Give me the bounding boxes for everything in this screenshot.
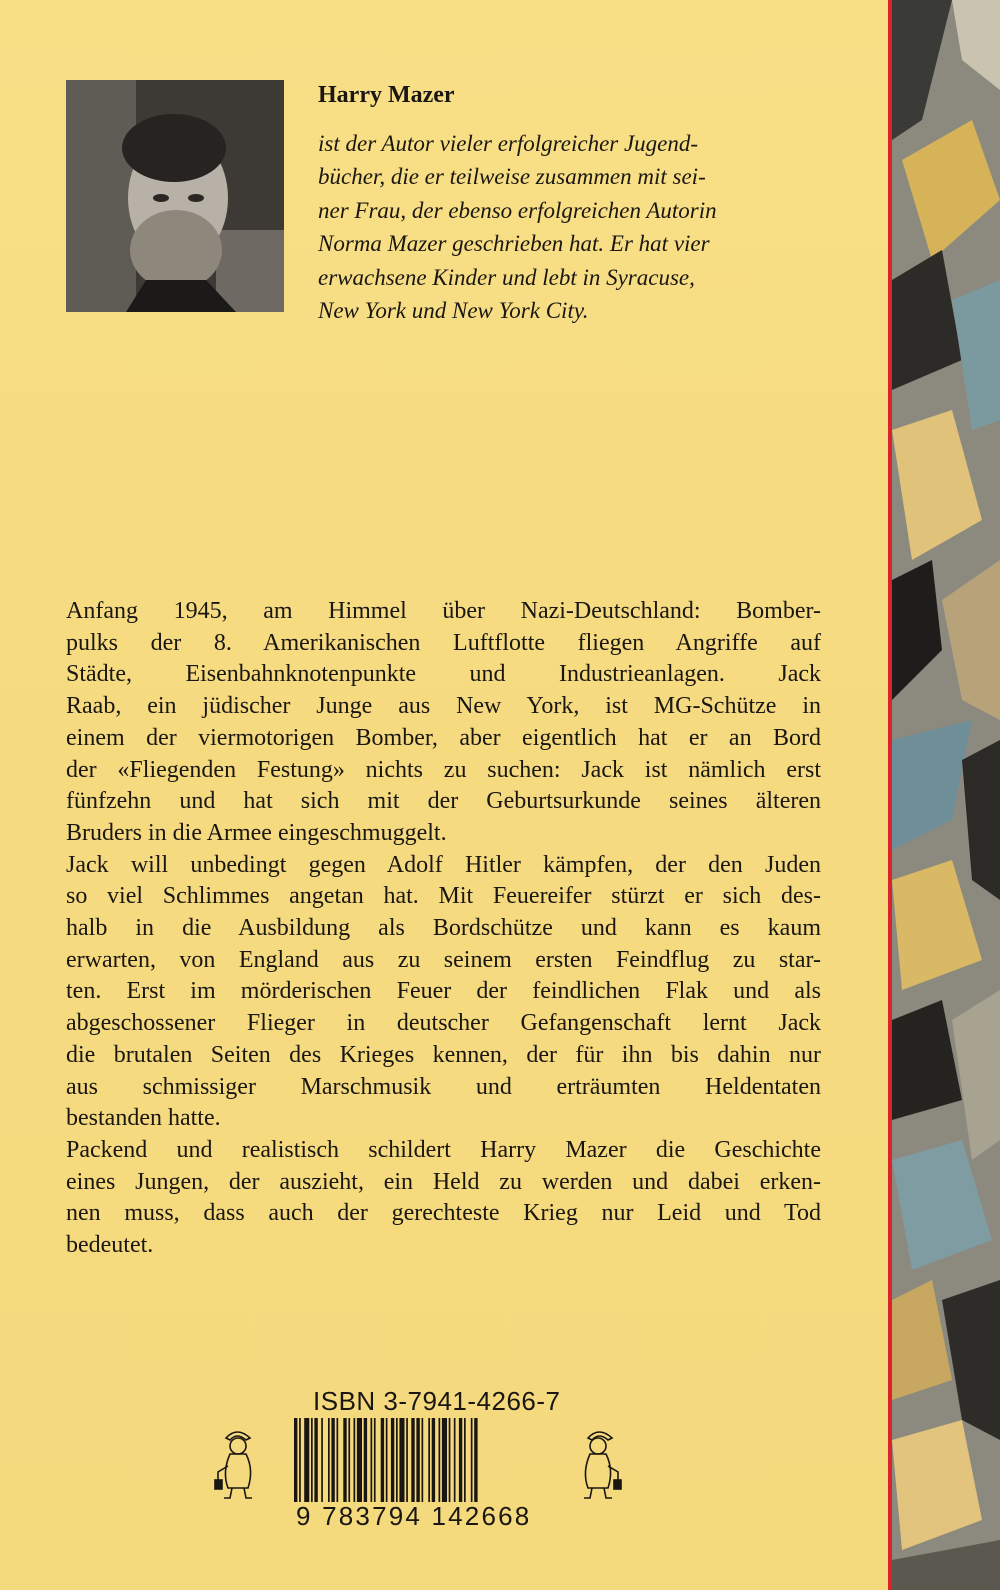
blurb-line: der «Fliegenden Festung» nichts zu suchen: Jack ist nämlich erst	[66, 756, 821, 783]
barcode-bar	[321, 1418, 323, 1502]
blurb-line: die brutalen Seiten des Krieges kennen, der für ihn bis dahin nur	[66, 1041, 821, 1068]
barcode-bar	[314, 1418, 317, 1502]
blurb-line: bestanden hatte.	[66, 1105, 221, 1132]
barcode-bar	[364, 1418, 367, 1502]
barcode-bar	[391, 1418, 394, 1502]
author-bio-line: ist der Autor vieler erfolgreicher Jugend-	[318, 131, 699, 156]
barcode-bar	[442, 1418, 447, 1502]
book-blurb	[66, 596, 821, 1262]
barcode-bar	[464, 1418, 466, 1502]
barcode-bar	[328, 1418, 330, 1502]
blurb-line: Jack will unbedingt gegen Adolf Hitler kämpfen, der den Juden	[66, 851, 821, 878]
blurb-line: pulks der 8. Amerikanischen Luftflotte fliegen Angriffe auf	[66, 629, 821, 656]
barcode-bar	[299, 1418, 301, 1502]
blurb-line: abgeschossener Flieger in deutscher Gefangenschaft lernt Jack	[66, 1010, 821, 1037]
blurb-line: Städte, Eisenbahnknotenpunkte und Industrieanlagen. Jack	[66, 661, 821, 688]
barcode-bar	[371, 1418, 373, 1502]
barcode-bar	[357, 1418, 362, 1502]
barcode-bar	[449, 1418, 451, 1502]
barcode-bar	[471, 1418, 473, 1502]
barcode-bar	[337, 1418, 339, 1502]
publisher-mascot-icon	[212, 1426, 262, 1502]
barcode-bar	[354, 1418, 356, 1502]
barcode-bar	[432, 1418, 435, 1502]
author-bio-line: bücher, die er teilweise zusammen mit sei-	[318, 164, 706, 190]
author-bio-line: New York und New York City.	[318, 298, 589, 324]
blurb-line: bedeutet.	[66, 1232, 154, 1259]
author-photo	[66, 80, 284, 312]
barcode-digits: 9 783794 142668	[296, 1501, 532, 1531]
barcode-bar	[343, 1418, 346, 1502]
barcode-bar	[454, 1418, 456, 1502]
blurb-line: ten. Erst im mörderischen Feuer der feindlichen Flak und als	[66, 978, 821, 1005]
blurb-line: eines Jungen, der auszieht, ein Held zu werden und dabei erken-	[66, 1168, 821, 1195]
blurb-line: fünfzehn und hat sich mit der Geburtsurkunde seines älteren	[66, 788, 821, 815]
blurb-line: Packend und realistisch schildert Harry Mazer die Geschichte	[66, 1136, 821, 1163]
spine-artwork	[892, 0, 1000, 1590]
barcode-bar	[348, 1418, 350, 1502]
blurb-line: nen muss, dass auch der gerechteste Krieg nur Leid und Tod	[66, 1200, 821, 1227]
barcode-bar	[381, 1418, 384, 1502]
blurb-line: aus schmissiger Marschmusik und erträumten Heldentaten	[66, 1073, 821, 1100]
author-bio	[318, 127, 828, 327]
barcode-bar	[331, 1418, 334, 1502]
barcode-bar	[459, 1418, 462, 1502]
barcode-bar	[416, 1418, 419, 1502]
barcode-bar	[399, 1418, 404, 1502]
author-bio-line: ner Frau, der ebenso erfolgreichen Autorin	[318, 197, 717, 223]
barcode-bar	[439, 1418, 441, 1502]
barcode-bar	[294, 1418, 297, 1502]
barcode-bar	[304, 1418, 309, 1502]
barcode-bar	[396, 1418, 398, 1502]
barcode-graphic	[292, 1418, 542, 1508]
blurb-line: Anfang 1945, am Himmel über Nazi-Deutschland: Bomber-	[66, 598, 821, 624]
barcode-bar	[474, 1418, 477, 1502]
barcode-bar	[374, 1418, 376, 1502]
barcode-bar	[428, 1418, 430, 1502]
barcode-bar	[411, 1418, 414, 1502]
author-bio-line: Norma Mazer geschrieben hat. Er hat vier	[318, 231, 710, 257]
publisher-mascot-icon	[574, 1426, 624, 1502]
blurb-line: Bruders in die Armee eingeschmuggelt.	[66, 819, 447, 846]
blurb-line: einem der viermotorigen Bomber, aber eigentlich hat er an Bord	[66, 724, 821, 751]
isbn-label: ISBN 3-7941-4266-7	[313, 1386, 561, 1416]
author-name: Harry Mazer	[318, 82, 455, 108]
author-bio-line: erwachsene Kinder und lebt in Syracuse,	[318, 264, 695, 290]
barcode-bar	[406, 1418, 408, 1502]
barcode-bar	[422, 1418, 424, 1502]
blurb-line: Raab, ein jüdischer Junge aus New York, ist MG-Schütze in	[66, 693, 821, 720]
barcode-bar	[386, 1418, 388, 1502]
blurb-line: halb in die Ausbildung als Bordschütze und kann es kaum	[66, 915, 821, 942]
barcode-bar	[311, 1418, 313, 1502]
blurb-line: erwarten, von England aus zu seinem ersten Feindflug zu star-	[66, 946, 821, 973]
blurb-line: so viel Schlimmes angetan hat. Mit Feuereifer stürzt er sich des-	[66, 883, 821, 910]
